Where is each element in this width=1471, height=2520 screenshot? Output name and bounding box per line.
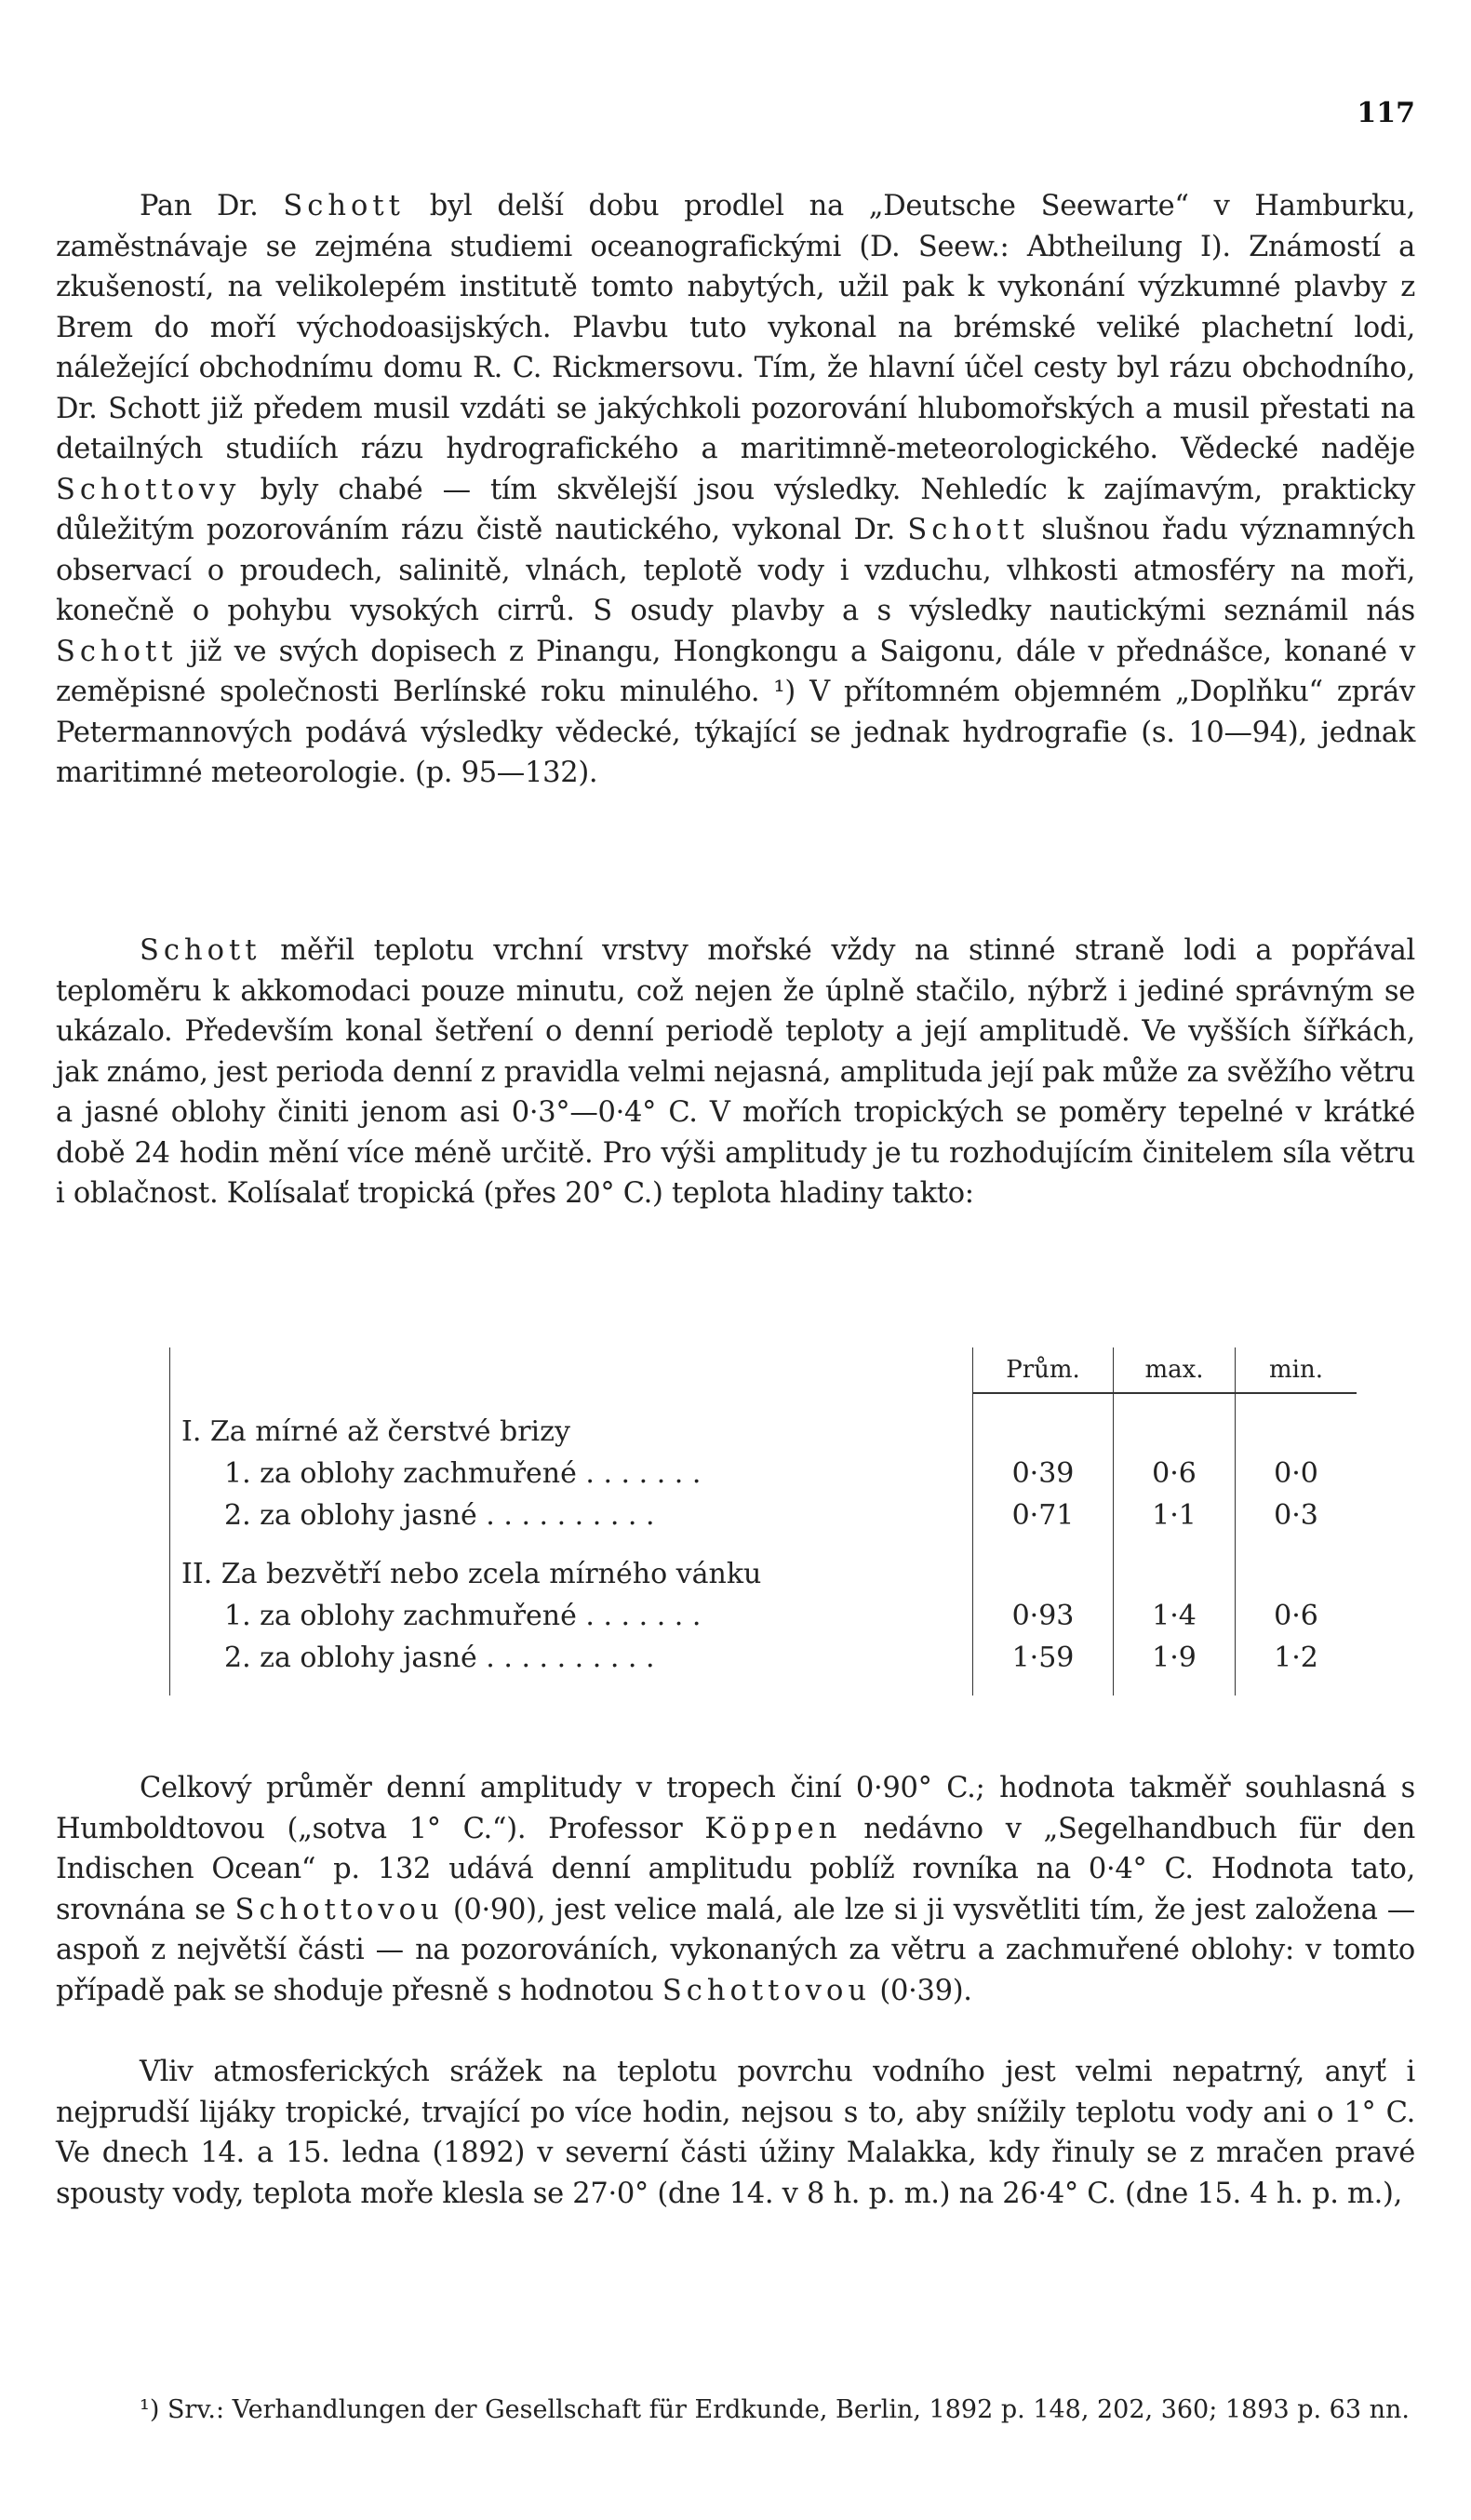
cell-min: 0·3 [1236, 1495, 1357, 1536]
spaced-name: Schott [907, 514, 1029, 546]
row-label: 1. za oblohy zachmuřené . . . . . . . [170, 1453, 973, 1495]
text-span: již ve svých dopisech z Pinangu, Hongkongu a Saigonu, dále v přednášce, konané v zeměpisné společnosti Berlínské roku minulého. [56, 635, 1415, 708]
amplitude-table [169, 1347, 1357, 1728]
row-label: 1. za oblohy zachmuřené . . . . . . . [170, 1595, 973, 1637]
text-span: V přítomném objemném „Doplňku“ zpráv Petermannových podává výsledky vědecké, týkající se jednak hydrografie (s. 10—94), jednak maritimné meteorologie. (p. 95—132). [56, 676, 1415, 789]
table-row [170, 1637, 1357, 1679]
paragraph-1 [56, 186, 1415, 794]
text-span: byly chabé — tím skvělejší jsou výsledky. Nehledíc k zajímavým, prakticky důležitým pozorováním rázu čistě nautického, vykonal Dr. [56, 473, 1415, 546]
footnote-reference: ¹) [773, 676, 796, 708]
row-label: 2. za oblohy jasné . . . . . . . . . . [170, 1637, 973, 1679]
text-span: (0·39). [871, 1974, 972, 2007]
cell-avg: 1·59 [973, 1637, 1114, 1679]
spaced-name: Köppen [704, 1812, 842, 1845]
spaced-name: Schott [283, 190, 405, 222]
cell-min: 1·2 [1236, 1637, 1357, 1679]
footnote: ¹) Srv.: Verhandlungen der Gesellschaft für Erdkunde, Berlin, 1892 p. 148, 202, 360; 1893 p. 63 nn. [140, 2395, 1410, 2424]
spaced-name: Schottovou [234, 1893, 444, 1926]
row-label: 2. za oblohy jasné . . . . . . . . . . [170, 1495, 973, 1536]
table-group-title [170, 1411, 1357, 1453]
paragraph-3 [56, 1768, 1415, 2011]
cell-avg: 0·93 [973, 1595, 1114, 1637]
table-group-title [170, 1553, 1357, 1595]
cell-max: 0·6 [1114, 1453, 1236, 1495]
text-span: Celkový průměr denní amplitudy v tropech činí 0·90° C.; hodnota takměř souhlasná s Humboldtovou („sotva 1° C.“). Professor [56, 1772, 1415, 1845]
cell-max: 1·9 [1114, 1637, 1236, 1679]
table-row [170, 1495, 1357, 1536]
paragraph-4: Vliv atmosferických srážek na teplotu povrchu vodního jest velmi nepatrný, anyť i nejprudší lijáky tropické, trvající po více hodin, nejsou s to, aby snížily teplotu vody ani o 1° C. Ve dnech 14. a 15. ledna (1892) v severní části úžiny Malakka, kdy řinuly se z mračen pravé spousty vody, teplota moře klesla se 27·0° (dne 14. v 8 h. p. m.) na 26·4° C. (dne 15. 4 h. p. m.), [56, 2056, 1415, 2210]
text-span: měřil teplotu vrchní vrstvy mořské vždy na stinné straně lodi a popřával teploměru k akkomodaci pouze minutu, což nejen že úplně stačilo, nýbrž i jediné správným se ukázalo. Především konal šetření o denní periodě teploty a její amplitudě. Ve vyšších šířkách, jak známo, jest perioda denní z pravidla velmi nejasná, amplituda její pak může za svěžího větru a jasné oblohy činiti jenom asi 0·3°—0·4° C. V mořích tropických se poměry tepelné v krátké době 24 hodin mění více méně určitě. Pro výši amplitudy je tu rozhodujícím činitelem síla větru i oblačnost. Kolísalať tropická (přes 20° C.) teplota hladiny takto: [56, 934, 1415, 1210]
spaced-name: Schott [56, 635, 178, 668]
cell-min: 0·6 [1236, 1595, 1357, 1637]
spaced-name: Schottovou [662, 1974, 871, 2007]
table-header-row [170, 1347, 1357, 1393]
paragraph-2 [56, 931, 1415, 1214]
cell-max: 1·4 [1114, 1595, 1236, 1637]
text-span: slušnou řadu významných observací o proudech, salinitě, vlnách, teplotě vody i vzduchu, vlhkosti atmosféry na moři, konečně o pohybu vysokých cirrů. S osudy plavby a s výsledky nautickými seznámil nás [56, 514, 1415, 627]
text-span: Pan Dr. [140, 190, 284, 222]
group-title-1: I. Za mírné až čerstvé brizy [170, 1411, 973, 1453]
spaced-name: Schott [140, 934, 261, 967]
book-page [56, 0, 1415, 2520]
text-span: (0·90), jest velice malá, ale lze si ji vysvětliti tím, že jest založena — aspoň z největší části — na pozorováních, vykonaných za větru a zachmuřené oblohy: v tomto případě pak se shoduje přesně s hodnotou [56, 1893, 1415, 2007]
header-blank-cell [170, 1347, 973, 1393]
table-row [170, 1453, 1357, 1495]
text-span: nedávno v „Segelhandbuch für den Indischen Ocean“ p. 132 udává denní amplitudu poblíž rovníka na 0·4° C. Hodnota tato, srovnána se [56, 1812, 1415, 1926]
column-header-max: max. [1114, 1347, 1236, 1393]
page-number: 117 [1357, 97, 1415, 129]
text-span: byl delší dobu prodlel na „Deutsche Seewarte“ v Hamburku, zaměstnávaje se zejména studiemi oceanografickými (D. Seew.: Abtheilung I). Známostí a zkušeností, na velikolepém institutě tomto nabytých, užil pak k vykonání výzkumné plavby z Brem do moří východoasijských. Plavbu tuto vykonal na brémské veliké plachetní lodi, náležející obchodnímu domu R. C. Rickmersovu. Tím, že hlavní účel cesty byl rázu obchodního, Dr. Schott již předem musil vzdáti se jakýchkoli pozorování hlubomořských a musil přestati na detailných studiích rázu hydrografického a maritimně-meteorologického. Vědecké naděje [56, 190, 1415, 465]
cell-avg: 0·71 [973, 1495, 1114, 1536]
table-row [170, 1595, 1357, 1637]
group-title-2: II. Za bezvětří nebo zcela mírného vánku [170, 1553, 973, 1595]
cell-min: 0·0 [1236, 1453, 1357, 1495]
cell-avg: 0·39 [973, 1453, 1114, 1495]
column-header-avg: Prům. [973, 1347, 1114, 1393]
column-header-min: min. [1236, 1347, 1357, 1393]
spaced-name: Schottovy [56, 473, 241, 506]
cell-max: 1·1 [1114, 1495, 1236, 1536]
